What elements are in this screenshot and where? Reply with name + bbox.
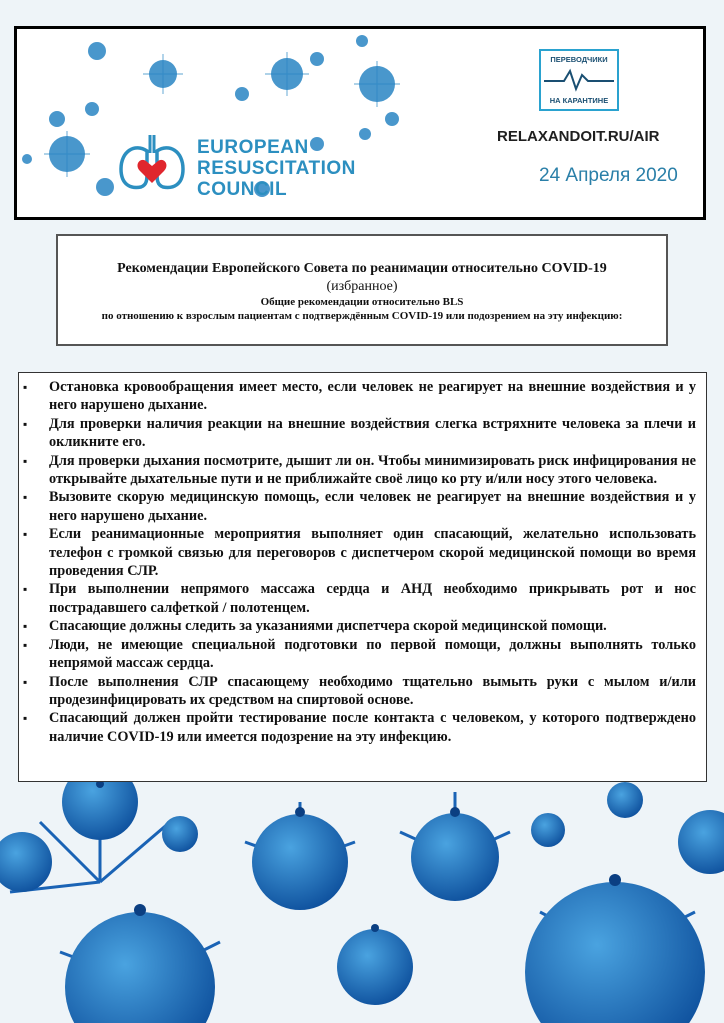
erc-line-1: EUROPEAN <box>197 137 309 158</box>
translators-logo-top: ПЕРЕВОДЧИКИ <box>550 55 608 64</box>
translators-logo-bottom: НА КАРАНТИНЕ <box>549 96 609 105</box>
list-item: ▪ Спасающий должен пройти тестирование после контакта с человеком, у которого подтверждено наличие COVID-19 или имеется подозрение на эту инфекцию. <box>23 710 696 745</box>
list-item: ▪ Если реанимационные мероприятия выполняет один спасающий, желательно использовать телефон с громкой связью для переговоров с диспетчером скорой медицинской помощи во время проведения СЛР. <box>23 526 696 580</box>
title-section: Общие рекомендации относительно BLS <box>260 296 464 308</box>
bullet-icon: ▪ <box>23 380 28 394</box>
bullet-icon: ▪ <box>23 490 28 505</box>
lungs-heart-logo-icon <box>117 133 187 193</box>
list-item: ▪ После выполнения СЛР спасающему необходимо тщательно вымыть руки с мылом и/или продезинфицировать их средством на спиртовой основе. <box>23 673 696 708</box>
site-url: RELAXANDOIT.RU/AIR <box>497 128 660 145</box>
list-item: ▪ Для проверки наличия реакции на внешние воздействия слегка встряхните человека за плечи и окликните его. <box>23 415 696 451</box>
heartbeat-icon <box>544 67 614 93</box>
title-subtitle: (избранное) <box>326 279 398 294</box>
bullet-icon: ▪ <box>23 619 28 634</box>
header-banner <box>14 26 706 220</box>
list-item: ▪ Для проверки дыхания посмотрите, дышит ли он. Чтобы минимизировать риск инфицирования не открывайте дыхательные пути и не приближайте своё лицо ко рту и/или носу этого человека. <box>23 452 696 488</box>
bullet-icon: ▪ <box>23 527 28 542</box>
erc-line-3: COUNCIL <box>197 179 288 200</box>
erc-logo-text <box>197 137 356 200</box>
bullet-icon: ▪ <box>23 674 28 689</box>
translators-logo <box>539 49 619 111</box>
coronavirus-background-icon <box>0 782 724 1023</box>
erc-line-2: RESUSCITATION <box>197 158 356 179</box>
bullet-icon: ▪ <box>23 416 28 431</box>
bullet-icon: ▪ <box>23 711 28 726</box>
recommendations-list <box>18 372 707 782</box>
list-item: ▪ При выполнении непрямого массажа сердца и АНД необходимо прикрывать рот и нос пострадавшего салфеткой / полотенцем. <box>23 581 696 616</box>
list-item: ▪ Спасающие должны следить за указаниями диспетчера скорой медицинской помощи. <box>23 618 607 635</box>
title-main: Рекомендации Европейского Совета по реанимации относительно COVID-19 <box>117 261 607 276</box>
title-description: по отношению к взрослым пациентам с подтверждённым COVID-19 или подозрением на эту инфекцию: <box>101 310 623 322</box>
title-box <box>56 234 668 346</box>
bullet-icon: ▪ <box>23 582 28 597</box>
date-label: 24 Апреля 2020 <box>539 165 678 186</box>
list-item: ▪ Вызовите скорую медицинскую помощь, если человек не реагирует на внешние воздействия и у него нарушено дыхание. <box>23 489 696 524</box>
bullet-icon: ▪ <box>23 637 28 652</box>
list-item: ▪ Остановка кровообращения имеет место, если человек не реагирует на внешние воздействия и у него нарушено дыхание. <box>23 379 696 414</box>
bullet-icon: ▪ <box>23 453 28 468</box>
list-item: ▪ Люди, не имеющие специальной подготовки по первой помощи, должны выполнять только непрямой массаж сердца. <box>23 636 696 672</box>
